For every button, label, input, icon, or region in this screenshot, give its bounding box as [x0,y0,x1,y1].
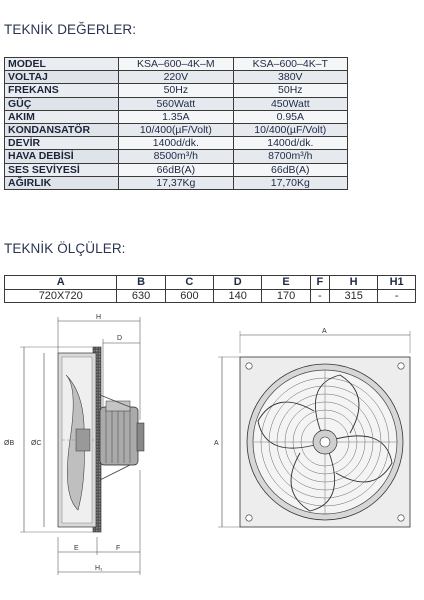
spec-value-m: KSA–600–4K–M [119,58,234,71]
spec-value-t: 50Hz [233,84,347,97]
dim-col-value: 600 [165,289,213,303]
spec-label: AĞIRLIK [5,176,119,189]
dim-col-header: B [117,276,165,290]
dim-label-b: ØB [4,440,15,447]
spec-row-ağirlik [5,176,348,189]
dim-col-value: - [378,289,416,303]
dim-col-header: H [329,276,377,290]
dim-label-c: ØC [31,440,42,447]
spec-value-t: 66dB(A) [233,163,347,176]
spec-row-frekans [5,84,348,97]
dim-col-header: H1 [378,276,416,290]
spec-row-model [5,58,348,71]
technical-drawing [0,305,424,600]
spec-value-m: 1400d/dk. [119,137,234,150]
spec-row-akim [5,110,348,123]
dim-col-header: A [5,276,117,290]
dim-col-header: F [310,276,329,290]
spec-value-m: 560Watt [119,97,234,110]
spec-row-kondansatör [5,123,348,136]
spec-value-t: 450Watt [233,97,347,110]
dim-col-header: D [214,276,262,290]
spec-label: SES SEVİYESİ [5,163,119,176]
spec-value-m: 8500m³/h [119,150,234,163]
dim-label-h1: H₁ [95,565,103,572]
spec-value-m: 17,37Kg [119,176,234,189]
spec-value-t: 380V [233,71,347,84]
dim-col-value: 720X720 [5,289,117,303]
spec-value-t: 0.95A [233,110,347,123]
spec-value-m: 10/400(µF/Volt) [119,123,234,136]
spec-label: HAVA DEBİSİ [5,150,119,163]
dim-label-a-top: A [322,328,327,335]
dim-col-value: 315 [329,289,377,303]
technical-dimensions-table [4,275,416,303]
spec-label: KONDANSATÖR [5,123,119,136]
technical-dimensions-heading: TEKNİK ÖLÇÜLER: [4,241,126,256]
dim-col-value: - [310,289,329,303]
dim-col-header: C [165,276,213,290]
spec-label: AKIM [5,110,119,123]
spec-label: GÜÇ [5,97,119,110]
front-view [214,328,410,527]
spec-row-ses-sevi-yesi- [5,163,348,176]
spec-value-t: 8700m³/h [233,150,347,163]
dim-col-header: E [262,276,310,290]
spec-label: DEVİR [5,137,119,150]
dim-label-e: E [74,545,79,552]
spec-label: FREKANS [5,84,119,97]
technical-values-table [4,57,348,190]
spec-label: MODEL [5,58,119,71]
dim-label-f: F [116,545,121,552]
dim-label-a-left: A [214,440,219,447]
spec-value-m: 50Hz [119,84,234,97]
spec-row-voltaj [5,71,348,84]
side-view [4,314,144,575]
spec-value-m: 1.35A [119,110,234,123]
spec-value-m: 66dB(A) [119,163,234,176]
dim-col-value: 170 [262,289,310,303]
dim-label-d: D [117,335,123,342]
dimensions-header-row [5,276,416,290]
dimensions-value-row [5,289,416,303]
dim-col-value: 630 [117,289,165,303]
spec-value-m: 220V [119,71,234,84]
dim-col-value: 140 [214,289,262,303]
spec-row-devi-r [5,137,348,150]
spec-value-t: 17,70Kg [233,176,347,189]
technical-values-heading: TEKNİK DEĞERLER: [4,22,137,37]
spec-value-t: 1400d/dk. [233,137,347,150]
spec-value-t: 10/400(µF/Volt) [233,123,347,136]
dim-label-h: H [96,314,102,321]
spec-label: VOLTAJ [5,71,119,84]
spec-row-güç [5,97,348,110]
spec-value-t: KSA–600–4K–T [233,58,347,71]
spec-row-hava-debi-si- [5,150,348,163]
